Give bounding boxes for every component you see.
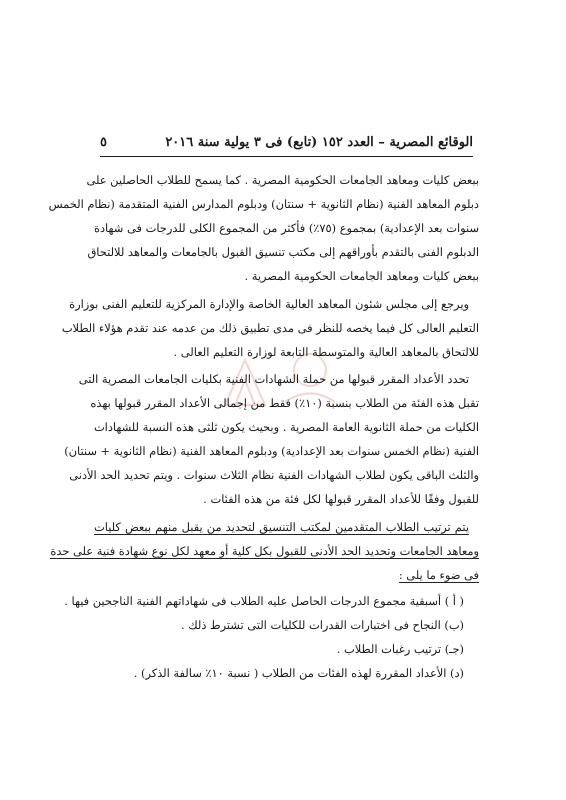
paragraph-3-line-4: الفنية (نظام الخمس سنوات بعد الإعدادية) ودبلوم المعاهد الفنية (نظام الثانوية + سنتان) <box>64 444 479 458</box>
paragraph-4-line-3 <box>94 564 479 586</box>
page-header <box>100 131 473 153</box>
paragraph-3-line-3: الكليات من حملة الثانوية العامة المصرية . وبحيث يكون ثلثى هذه النسبة للشهادات <box>93 420 479 434</box>
paragraph-3-line-6: للقبول وفقًا للأعداد المقرر قبولها لكل فئة من هذه الفئات . <box>203 492 479 506</box>
paragraph-1-line-1: ببعض كليات ومعاهد الجامعات الحكومية المصرية . كما يسمح للطلاب الحاصلين على <box>86 173 479 187</box>
list-item-4: (د) الأعداد المقررة لهذه الفئات من الطلاب ( نسبة ١٠٪ سالفة الذكر) . <box>133 666 464 680</box>
paragraph-1-line-2: دبلوم المعاهد الفنية (نظام الثانوية + سنتان) ودبلوم المدارس الفنية المتقدمة (نظام الخمس <box>48 197 479 211</box>
paragraph-4-line-1-text: يتم ترتيب الطلاب المتقدمين لمكتب التنسيق لتحديد من يقبل منهم ببعض كليات <box>94 520 469 534</box>
paragraph-4-line-3-text: فى ضوء ما يلى : <box>398 568 479 582</box>
page-number: ٥ <box>100 134 107 150</box>
paragraph-3-line-2: تقبل هذه الفئة من الطلاب بنسبة (١٠٪) فقط من إجمالى الأعداد المقرر قبولها بهذه <box>90 396 479 410</box>
list-item-1: ( أ ) أسبقية مجموع الدرجات الحاصل عليه الطلاب فى شهاداتهم الفنية الناجحين فيها . <box>64 594 464 608</box>
paragraph-4-line-1 <box>94 516 469 538</box>
paragraph-2-line-3: للالتحاق بالمعاهد العالية والمتوسطة التابعة لوزارة التعليم العالى . <box>173 345 479 359</box>
paragraph-3-line-1: تحدد الأعداد المقرر قبولها من حملة الشهادات الفنية بكليات الجامعات المصرية التى <box>78 372 469 386</box>
paragraph-2-line-1: ويرجع إلى مجلس شئون المعاهد العالية الخاصة والإدارة المركزية للتعليم الفنى بوزارة <box>69 297 469 311</box>
paragraph-1-line-4: الدبلوم الفنى بالتقدم بأوراقهم إلى مكتب تنسيق القبول بالجامعات والمعاهد للالتحاق <box>87 245 479 259</box>
header-title: الوقائع المصرية – العدد ١٥٢ (تابع) فى ٣ يولية سنة ٢٠١٦ <box>165 134 473 150</box>
paragraph-4-line-2-text: ومعاهد الجامعات وتحديد الحد الأدنى للقبول بكل كلية أو معهد لكل نوع شهادة فنية على حدة <box>50 544 479 558</box>
paragraph-1-line-5: ببعض كليات ومعاهد الجامعات الحكومية المصرية . <box>244 269 479 283</box>
paragraph-3-line-5: والثلث الباقى يكون لطلاب الشهادات الفنية نظام الثلاث سنوات . ويتم تحديد الحد الأدنى <box>69 468 479 482</box>
header-rule <box>100 156 473 157</box>
list-item-3: (جـ) ترتيب رغبات الطلاب . <box>336 642 464 656</box>
paragraph-1-line-3: سنوات بعد الإعدادية) بمجموع (٧٥٪) فأكثر من المجموع الكلى للدرجات فى شهادة <box>94 221 479 235</box>
paragraph-4-line-2 <box>50 540 479 562</box>
list-item-2: (ب) النجاح فى اختبارات القدرات للكليات التى تشترط ذلك . <box>181 618 464 632</box>
paragraph-2-line-2: التعليم العالى كل فيما يخصه للنظر فى مدى تطبيق ذلك من عدمه عند تقدم هؤلاء الطلاب <box>61 321 479 335</box>
